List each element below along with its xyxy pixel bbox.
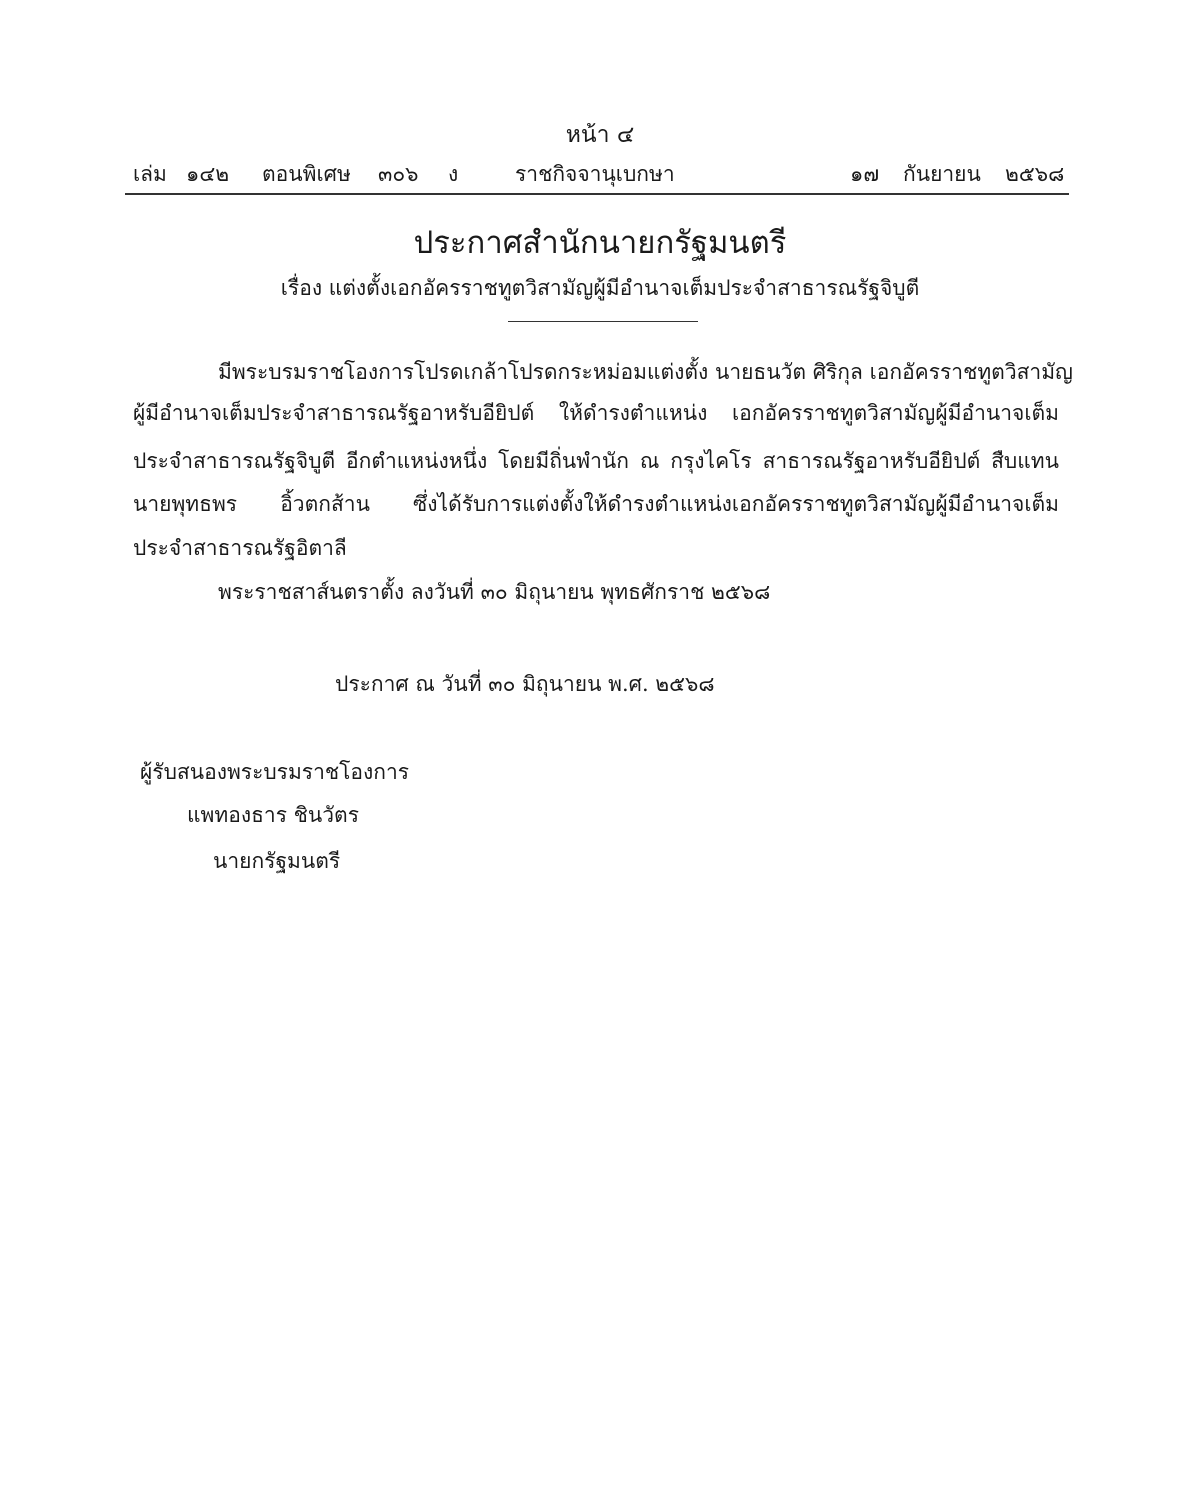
issue-section: ง — [448, 162, 459, 186]
header-date-day: ๑๗ — [850, 162, 880, 186]
paragraph-line: นายพุทธพร อิ้วตกส้าน ซึ่งได้รับการแต่งตั้งให้ดำรงตำแหน่งเอกอัครราชทูตวิสามัญผู้มีอำนาจเต็ม — [133, 492, 1059, 516]
issue-number: ๓๐๖ — [378, 162, 419, 186]
header-divider — [125, 193, 1069, 195]
publication-name: ราชกิจจานุเบกษา — [515, 162, 675, 186]
signatory-position: นายกรัฐมนตรี — [213, 849, 341, 873]
volume-number: ๑๔๒ — [186, 162, 230, 186]
paragraph-line: ประจำสาธารณรัฐจิบูตี อีกตำแหน่งหนึ่ง โดยมีถิ่นพำนัก ณ กรุงไคโร สาธารณรัฐอาหรับอียิปต์ สืบแทน — [133, 449, 1059, 473]
signatory-name: แพทองธาร ชินวัตร — [187, 803, 359, 827]
paragraph-line: ผู้มีอำนาจเต็มประจำสาธารณรัฐอาหรับอียิปต์ ให้ดำรงตำแหน่ง เอกอัครราชทูตวิสามัญผู้มีอำนาจเต็ม — [133, 401, 1059, 425]
announcement-title: ประกาศสำนักนายกรัฐมนตรี — [413, 225, 787, 261]
title-divider — [508, 321, 698, 322]
announcement-subject: เรื่อง แต่งตั้งเอกอัครราชทูตวิสามัญผู้มีอำนาจเต็มประจำสาธารณรัฐจิบูตี — [280, 276, 920, 300]
royal-decree-line: พระราชสาส์นตราตั้ง ลงวันที่ ๓๐ มิถุนายน พุทธศักราช ๒๕๖๘ — [218, 580, 771, 604]
paragraph-line: ประจำสาธารณรัฐอิตาลี — [133, 536, 347, 560]
volume-label: เล่ม — [133, 162, 167, 186]
issue-label: ตอนพิเศษ — [262, 162, 351, 186]
paragraph-line: มีพระบรมราชโองการโปรดเกล้าโปรดกระหม่อมแต่งตั้ง นายธนวัต ศิริกุล เอกอัครราชทูตวิสามัญ — [218, 360, 1073, 384]
countersign-label: ผู้รับสนองพระบรมราชโองการ — [140, 760, 410, 784]
header-date-year: ๒๕๖๘ — [1005, 162, 1065, 186]
page-number: หน้า ๔ — [565, 122, 635, 148]
announcement-date: ประกาศ ณ วันที่ ๓๐ มิถุนายน พ.ศ. ๒๕๖๘ — [335, 672, 715, 696]
header-date-month: กันยายน — [903, 162, 981, 186]
